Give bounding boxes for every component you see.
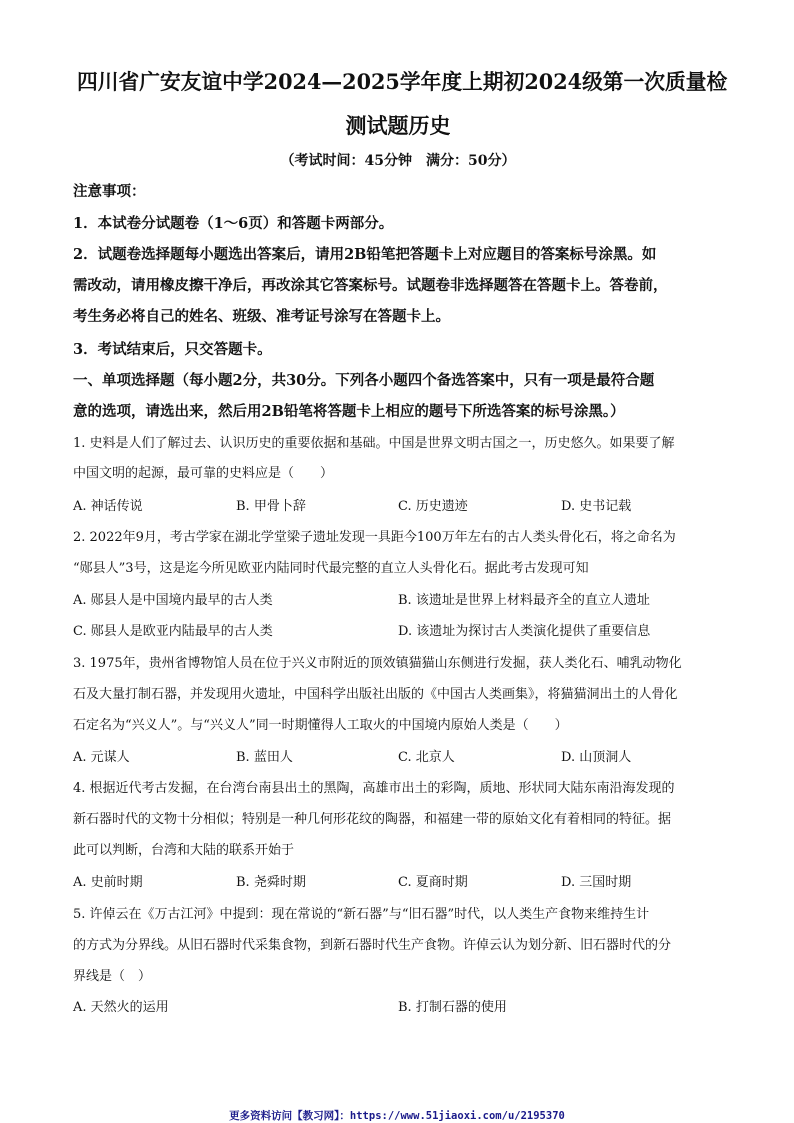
option-a: A. 天然火的运用 xyxy=(73,1000,169,1015)
question-text-line: 石及大量打制石器，并发现用火遗址，中国科学出版社出版的《中国古人类画集》，将猫猫洞出土的人骨化 xyxy=(73,687,678,702)
exam-title-line2: 测试题历史 xyxy=(345,113,451,138)
question-text-line: 3. 1975年，贵州省博物馆人员在位于兴义市附近的顶效镇猫猫山东侧进行发掘，获人类化石、哺乳动物化 xyxy=(73,656,682,671)
question-text-line: 1. 史料是人们了解过去、认识历史的重要依据和基础。中国是世界文明古国之一，历史悠久。如果要了解 xyxy=(73,436,675,451)
option-d: D. 三国时期 xyxy=(561,875,632,890)
section1-heading-line1: 一、单项选择题（每小题2分，共30分。下列各小题四个备选答案中，只有一项是最符合题 xyxy=(73,372,655,389)
question-text-line: 此可以判断，台湾和大陆的联系开始于 xyxy=(73,843,295,858)
option-c: C. 历史遗迹 xyxy=(398,499,468,514)
question-text-line: 中国文明的起源，最可靠的史料应是（ ） xyxy=(73,466,334,481)
option-a: A. 元谋人 xyxy=(73,750,130,765)
option-d: D. 史书记载 xyxy=(561,499,632,514)
option-c: C. 北京人 xyxy=(398,750,455,765)
footer-link[interactable]: 更多资料访问【教习网】：https://www.51jiaoxi.com/u/2195370 xyxy=(229,1110,565,1122)
option-b: B. 尧舜时期 xyxy=(236,875,306,890)
exam-info: （考试时间：45分钟 满分：50分） xyxy=(280,153,516,169)
question-text-line: 界线是（ ） xyxy=(73,969,152,984)
option-c: C. 郧县人是欧亚内陆最早的古人类 xyxy=(73,624,273,639)
section1-heading-line2: 意的选项，请选出来，然后用2B铅笔将答题卡上相应的题号下所选答案的标号涂黑。） xyxy=(73,403,625,420)
question-text-line: 4. 根据近代考古发掘，在台湾台南县出土的黑陶，高雄市出土的彩陶，质地、形状同大陆东南沿海发现的 xyxy=(73,781,675,796)
question-text-line: 石定名为“兴义人”。与“兴义人”同一时期懂得人工取火的中国境内原始人类是（ ） xyxy=(73,718,568,733)
question-text-line: 的方式为分界线。从旧石器时代采集食物，到新石器时代生产食物。许倬云认为划分新、旧石器时代的分 xyxy=(73,938,672,953)
option-a: A. 神话传说 xyxy=(73,499,143,514)
notes-item-2-line1: 2．试题卷选择题每小题选出答案后，请用2B铅笔把答题卡上对应题目的答案标号涂黑。如 xyxy=(73,246,657,263)
notes-heading: 注意事项： xyxy=(73,183,146,200)
notes-item-1: 1．本试卷分试题卷（1～6页）和答题卡两部分。 xyxy=(73,215,394,232)
question-text-line: “郧县人”3号，这是迄今所见欧亚内陆同时代最完整的直立人头骨化石。据此考古发现可知 xyxy=(73,561,589,576)
notes-item-2-line3: 考生务必将自己的姓名、班级、准考证号涂写在答题卡上。 xyxy=(73,308,450,325)
option-d: D. 山顶洞人 xyxy=(561,750,632,765)
option-c: C. 夏商时期 xyxy=(398,875,468,890)
notes-item-3: 3．考试结束后，只交答题卡。 xyxy=(73,341,272,358)
option-d: D. 该遗址为探讨古人类演化提供了重要信息 xyxy=(398,624,651,639)
option-b: B. 甲骨卜辞 xyxy=(236,499,306,514)
notes-item-2-line2: 需改动，请用橡皮擦干净后，再改涂其它答案标号。试题卷非选择题答在答题卡上。答卷前， xyxy=(73,277,668,294)
exam-title-line1: 四川省广安友谊中学2024—2025学年度上期初2024级第一次质量检 xyxy=(76,69,728,94)
option-a: A. 郧县人是中国境内最早的古人类 xyxy=(73,593,273,608)
question-text-line: 5. 许倬云在《万古江河》中提到：现在常说的“新石器”与“旧石器”时代，以人类生产食物来维持生计 xyxy=(73,907,650,922)
option-b: B. 蓝田人 xyxy=(236,750,293,765)
option-b: B. 打制石器的使用 xyxy=(398,1000,507,1015)
option-a: A. 史前时期 xyxy=(73,875,143,890)
question-text-line: 2. 2022年9月，考古学家在湖北学堂梁子遗址发现一具距今100万年左右的古人类头骨化石，将之命名为 xyxy=(73,530,676,545)
question-text-line: 新石器时代的文物十分相似；特别是一种几何形花纹的陶器，和福建一带的原始文化有着相同的特征。据 xyxy=(73,812,672,827)
option-b: B. 该遗址是世界上材料最齐全的直立人遗址 xyxy=(398,593,650,608)
